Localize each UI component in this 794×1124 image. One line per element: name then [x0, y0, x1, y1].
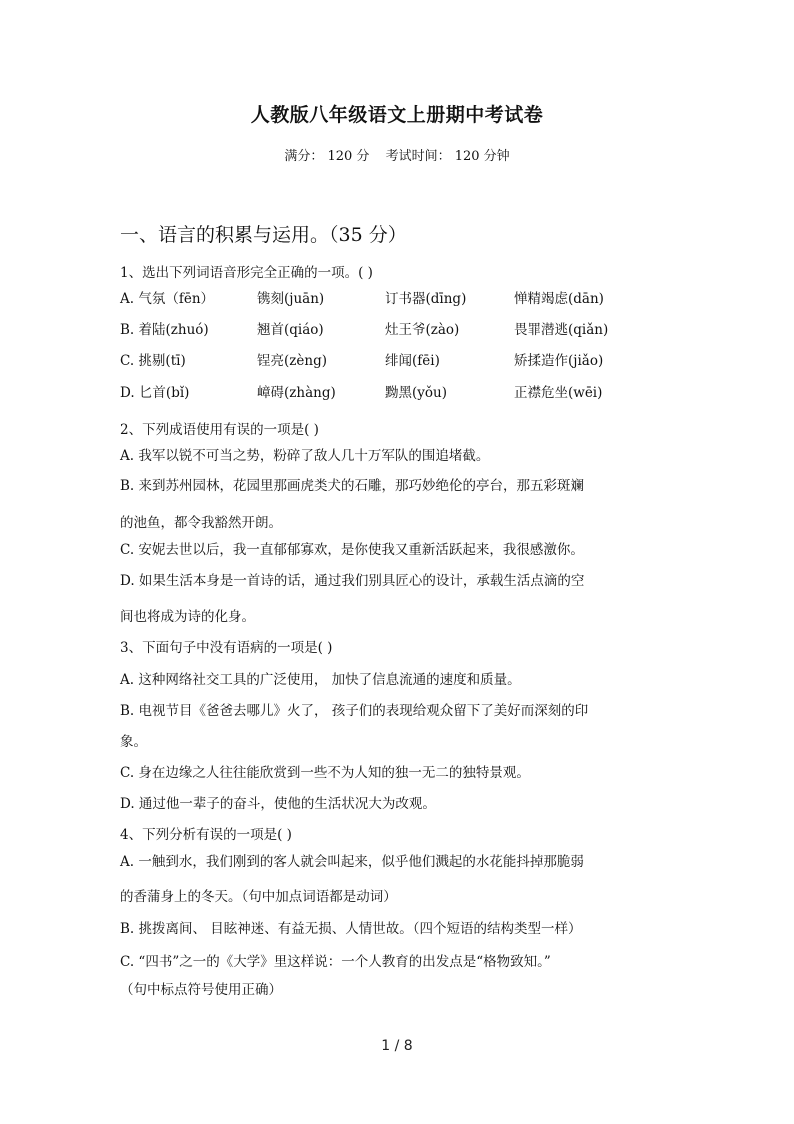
q1-option-c-2: 锃亮(zèng) — [257, 353, 327, 369]
q2-option-d-cont: 间也将成为诗的化身。 — [120, 609, 255, 625]
q1-option-b-1: B. 着陆(zhuó) — [120, 322, 209, 338]
q1-option-c-1: C. 挑剔(tī) — [120, 353, 186, 369]
q2-stem: 2、下列成语使用有误的一项是( ) — [120, 422, 319, 438]
q4-stem: 4、下列分析有误的一项是( ) — [120, 827, 292, 843]
exam-meta — [0, 145, 794, 164]
q1-option-b-2: 翘首(qiáo) — [257, 322, 324, 338]
q1-stem: 1、选出下列词语音形完全正确的一项。( ) — [120, 265, 373, 281]
q1-option-b-3: 灶王爷(zào) — [385, 322, 460, 338]
q1-option-d-1: D. 匕首(bǐ) — [120, 385, 190, 401]
q4-option-b: B. 挑拨离间、 目眩神迷、有益无损、人情世故。（四个短语的结构类型一样） — [120, 921, 582, 937]
section-heading: 一、语言的积累与运用。（35 分） — [120, 224, 407, 246]
q1-option-a-3: 订书器(dīng) — [385, 291, 467, 307]
q1-option-c-3: 绯闻(fēi) — [385, 353, 440, 369]
q2-option-b-cont: 的池鱼，都令我豁然开朗。 — [120, 515, 282, 531]
q3-option-d: D. 通过他一辈子的奋斗，使他的生活状况大为改观。 — [120, 796, 436, 812]
full-score: 满分： 120 分 — [284, 149, 370, 164]
q3-option-a: A. 这种网络社交工具的广泛使用， 加快了信息流通的速度和质量。 — [120, 672, 521, 688]
page-title: 人教版八年级语文上册期中考试卷 — [250, 104, 544, 126]
q4-option-a: A. 一触到水，我们刚到的客人就会叫起来，似乎他们溅起的水花能抖掉那脆弱 — [120, 854, 584, 870]
q2-option-a: A. 我军以锐不可当之势，粉碎了敌人几十万军队的围追堵截。 — [120, 448, 490, 464]
q3-option-b: B. 电视节目《爸爸去哪儿》火了， 孩子们的表现给观众留下了美好而深刻的印 — [120, 703, 589, 719]
q1-option-d-4: 正襟危坐(wēi) — [514, 385, 603, 401]
q1-option-c-4: 矫揉造作(jiǎo) — [514, 353, 604, 369]
q4-option-a-cont: 的香蒲身上的冬天。（句中加点词语都是动词） — [120, 889, 397, 905]
page-number: 1 / 8 — [381, 1038, 413, 1054]
q1-option-a-2: 镌刻(juān) — [257, 291, 325, 307]
q3-stem: 3、下面句子中没有语病的一项是( ) — [120, 640, 333, 656]
q1-option-a-4: 惮精竭虑(dān) — [514, 291, 604, 307]
q1-option-a-1: A. 气氛（fēn） — [120, 291, 215, 307]
q2-option-b: B. 来到苏州园林，花园里那画虎类犬的石雕，那巧妙绝伦的亭台，那五彩斑斓 — [120, 478, 585, 494]
exam-time: 考试时间： 120 分钟 — [385, 149, 510, 164]
q3-option-b-cont: 象。 — [120, 734, 147, 750]
q3-option-c: C. 身在边缘之人往往能欣赏到一些不为人知的独一无二的独特景观。 — [120, 765, 530, 781]
q4-option-c-cont: （句中标点符号使用正确） — [120, 982, 282, 998]
q2-option-d: D. 如果生活本身是一首诗的话，通过我们别具匠心的设计，承载生活点滴的空 — [120, 573, 585, 589]
q4-option-c: C. “四书”之一的《大学》里这样说：一个人教育的出发点是“格物致知。” — [120, 954, 551, 970]
q1-option-d-3: 黝黑(yǒu) — [385, 385, 447, 401]
q1-option-d-2: 嶂碍(zhàng) — [257, 385, 336, 401]
q2-option-c: C. 安妮去世以后，我一直郁郁寡欢，是你使我又重新活跃起来，我很感激你。 — [120, 542, 584, 558]
q1-option-b-4: 畏罪潜逃(qiǎn) — [514, 322, 609, 338]
